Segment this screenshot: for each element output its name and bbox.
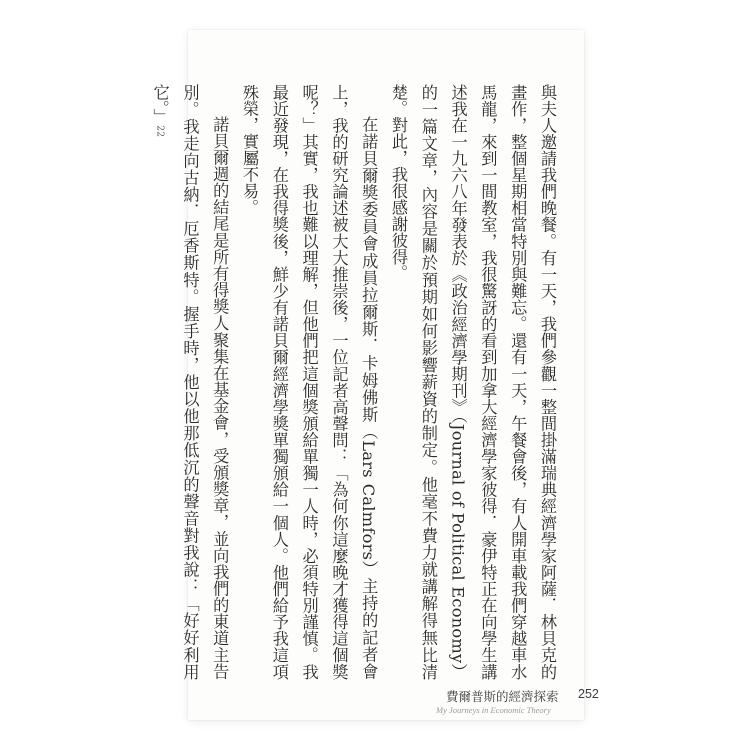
paragraph-2: 在諾貝爾獎委員會成員拉爾斯．卡姆佛斯（Lars Calmfors）主持的記者會上，我的研究論述被大大推崇後，一位記者高聲問：「為何你這麼晚才獲得這個獎呢？」其實，我也難以理解，但他們把這個獎頒給單獨一人時，必須特別謹慎。我最近發現，在我得獎後，鮮少有諾貝爾經濟學獎單獨頒給一個人。他們給予我這項殊榮，實屬不易。 bbox=[240, 84, 379, 680]
paragraph-1: 與夫人邀請我們晚餐。有一天，我們參觀一整間掛滿瑞典經濟學家阿薩．林貝克的畫作，整個星期相當特別與難忘。還有一天，午餐會後，有人開車載我們穿越車水馬龍，來到一間教室，我很驚訝的看到加拿大經濟學家彼得．豪伊特正在向學生講述我在一九六八年發表於《政治經濟學期刊》（Journal of Political Economy）的一篇文章，內容是關於預期如何影響薪資的制定。他毫不費力就講解得無比清楚。對此，我很感謝彼得。 bbox=[389, 84, 557, 680]
running-header-subtitle: My Journeys in Economic Theory bbox=[436, 705, 551, 715]
paragraph-3 bbox=[144, 84, 234, 680]
footnote-marker: 22 bbox=[154, 125, 165, 138]
body-text bbox=[150, 84, 562, 680]
running-header-title: 費爾普斯的經濟探索 bbox=[446, 689, 559, 704]
paragraph-3-text: 諾貝爾週的結尾是所有得獎人聚集在基金會，受頒獎章，並向我們的東道主告別。我走向古納．厄香斯特。握手時，他以他那低沉的聲音對我說：「好好利用它。」 bbox=[150, 84, 230, 680]
page-number: 252 bbox=[578, 687, 599, 701]
